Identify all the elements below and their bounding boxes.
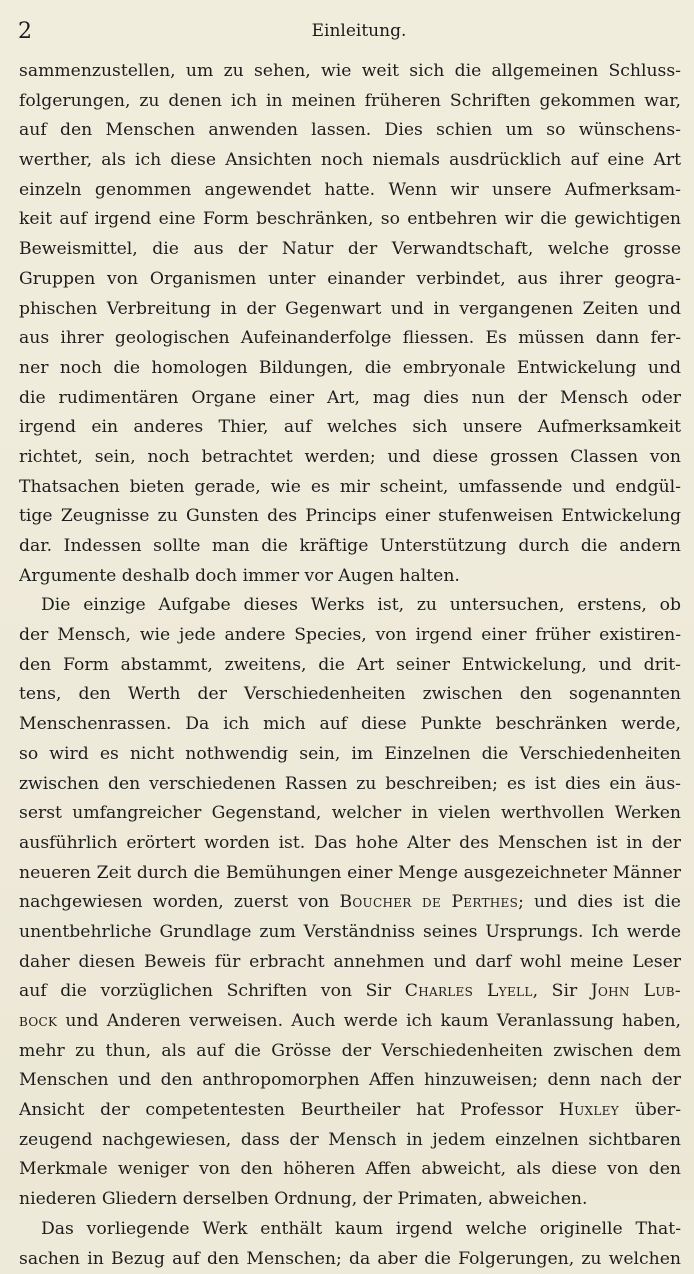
- text-line: neueren Zeit durch die Bemühungen einer Menge ausgezeichneter Männer: [19, 859, 681, 889]
- text-line: unentbehrliche Grundlage zum Verständniss seines Ursprungs. Ich werde: [19, 918, 681, 948]
- text-line: so wird es nicht nothwendig sein, im Einzelnen die Verschiedenheiten: [19, 740, 681, 770]
- text-line: niederen Gliedern derselben Ordnung, der Primaten, abweichen.: [19, 1185, 681, 1215]
- text-line: irgend ein anderes Thier, auf welches sich unsere Aufmerksamkeit: [19, 413, 681, 443]
- text-line: richtet, sein, noch betrachtet werden; und diese grossen Classen von: [19, 443, 681, 473]
- text-line: Menschenrassen. Da ich mich auf diese Punkte beschränken werde,: [19, 710, 681, 740]
- text-line: tens, den Werth der Verschiedenheiten zwischen den sogenannten: [19, 680, 681, 710]
- text-line: [19, 1007, 681, 1037]
- text-line: [19, 977, 681, 1007]
- text-line: Thatsachen bieten gerade, wie es mir scheint, umfassende und endgül-: [19, 473, 681, 503]
- running-header: [18, 16, 682, 46]
- author-name: John Lub-: [591, 981, 681, 1001]
- text-line: keit auf irgend eine Form beschränken, so entbehren wir die gewichtigen: [19, 205, 681, 235]
- text-line: [19, 888, 681, 918]
- text-line: phischen Verbreitung in der Gegenwart und in vergangenen Zeiten und: [19, 295, 681, 325]
- paragraph-first-line: Das vorliegende Werk enthält kaum irgend welche originelle That-: [19, 1215, 681, 1245]
- line-segment: , Sir: [533, 981, 591, 1001]
- text-line: sammenzustellen, um zu sehen, wie weit sich die allgemeinen Schluss-: [19, 57, 681, 87]
- text-line: daher diesen Beweis für erbracht annehmen und darf wohl meine Leser: [19, 948, 681, 978]
- text-line: die rudimentären Organe einer Art, mag dies nun der Mensch oder: [19, 384, 681, 414]
- text-line: dar. Indessen sollte man die kräftige Unterstützung durch die andern: [19, 532, 681, 562]
- text-line: [19, 1096, 681, 1126]
- text-line: folgerungen, zu denen ich in meinen früheren Schriften gekommen war,: [19, 87, 681, 117]
- author-name: bock: [19, 1011, 57, 1031]
- line-segment: nachgewiesen worden, zuerst von: [19, 892, 339, 912]
- line-segment: ; und dies ist die: [518, 892, 681, 912]
- text-line: zeugend nachgewiesen, dass der Mensch in jedem einzelnen sichtbaren: [19, 1126, 681, 1156]
- author-name: Charles Lyell: [405, 981, 533, 1001]
- text-line: sachen in Bezug auf den Menschen; da aber die Folgerungen, zu welchen: [19, 1245, 681, 1274]
- text-line: ausführlich erörtert worden ist. Das hohe Alter des Menschen ist in der: [19, 829, 681, 859]
- text-line: Beweismittel, die aus der Natur der Verwandtschaft, welche grosse: [19, 235, 681, 265]
- text-line: werther, als ich diese Ansichten noch niemals ausdrücklich auf eine Art: [19, 146, 681, 176]
- text-line: ner noch die homologen Bildungen, die embryonale Entwickelung und: [19, 354, 681, 384]
- author-name: Boucher de Perthes: [339, 892, 518, 912]
- line-segment: auf die vorzüglichen Schriften von Sir: [19, 981, 405, 1001]
- line-segment: über-: [619, 1100, 681, 1120]
- text-line: Gruppen von Organismen unter einander verbindet, aus ihrer geogra-: [19, 265, 681, 295]
- text-line: zwischen den verschiedenen Rassen zu beschreiben; es ist dies ein äus-: [19, 770, 681, 800]
- text-line: tige Zeugnisse zu Gunsten des Princips einer stufenweisen Entwickelung: [19, 502, 681, 532]
- text-line: Menschen und den anthropomorphen Affen hinzuweisen; denn nach der: [19, 1066, 681, 1096]
- line-segment: Ansicht der competentesten Beurtheiler hat Professor: [19, 1100, 559, 1120]
- text-line: den Form abstammt, zweitens, die Art seiner Entwickelung, und drit-: [19, 651, 681, 681]
- line-segment: und Anderen verweisen. Auch werde ich kaum Veranlassung haben,: [57, 1011, 681, 1031]
- running-title: Einleitung.: [18, 20, 682, 42]
- text-line: einzeln genommen angewendet hatte. Wenn wir unsere Aufmerksam-: [19, 176, 681, 206]
- text-line: Argumente deshalb doch immer vor Augen halten.: [19, 562, 681, 592]
- text-line: mehr zu thun, als auf die Grösse der Verschiedenheiten zwischen dem: [19, 1037, 681, 1067]
- text-line: aus ihrer geologischen Aufeinanderfolge fliessen. Es müssen dann fer-: [19, 324, 681, 354]
- paragraph-first-line: Die einzige Aufgabe dieses Werks ist, zu untersuchen, erstens, ob: [19, 591, 681, 621]
- text-line: der Mensch, wie jede andere Species, von irgend einer früher existiren-: [19, 621, 681, 651]
- text-line: serst umfangreicher Gegenstand, welcher in vielen werthvollen Werken: [19, 799, 681, 829]
- page-number: 2: [18, 19, 32, 45]
- text-line: auf den Menschen anwenden lassen. Dies schien um so wünschens-: [19, 116, 681, 146]
- author-name: Huxley: [559, 1100, 619, 1120]
- text-line: Merkmale weniger von den höheren Affen abweicht, als diese von den: [19, 1155, 681, 1185]
- body-text: [19, 57, 681, 1274]
